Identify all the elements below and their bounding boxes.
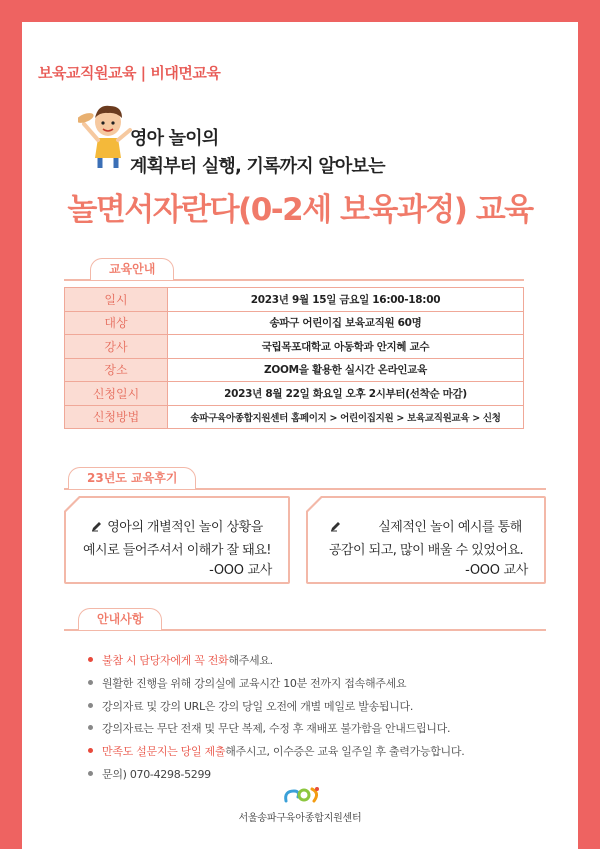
review-line2: 예시로 들어주셔서 이해가 잘 돼요! xyxy=(82,543,272,558)
table-value: 국립목포대학교 아동학과 안지혜 교수 xyxy=(168,335,524,359)
table-value: 송파구 어린이집 보육교직원 60명 xyxy=(168,311,524,335)
table-key: 신청방법 xyxy=(65,405,168,429)
review-line1: 영아의 개별적인 놀이 상황을 xyxy=(107,520,263,535)
table-row xyxy=(65,311,524,335)
list-item: 불참 시 담당자에게 꼭 전화해주세요. xyxy=(88,652,464,675)
table-row xyxy=(65,288,524,312)
table-key: 장소 xyxy=(65,358,168,382)
info-table xyxy=(64,287,524,429)
list-item: 원활한 진행을 위해 강의실에 교육시간 10분 전까지 접속해주세요 xyxy=(88,675,464,698)
review-card xyxy=(64,496,290,584)
table-row xyxy=(65,405,524,429)
review-line2: 공감이 되고, 많이 배울 수 있었어요. xyxy=(328,543,524,558)
info-section-heading: 교육안내 xyxy=(90,258,174,280)
table-key: 강사 xyxy=(65,335,168,359)
list-item: 문의) 070-4298-5299 xyxy=(88,766,464,789)
list-item: 강의자료 및 강의 URL은 강의 당일 오전에 개별 메일로 발송됩니다. xyxy=(88,698,464,721)
review-signature: -OOO 교사 xyxy=(465,563,528,578)
notice-section-header xyxy=(64,608,546,630)
table-key: 대상 xyxy=(65,311,168,335)
list-item: 강의자료는 무단 전재 및 무단 복제, 수정 후 재배포 불가함을 안내드립니다. xyxy=(88,720,464,743)
table-key: 신청일시 xyxy=(65,382,168,406)
review-section-heading: 23년도 교육후기 xyxy=(68,467,196,489)
table-row xyxy=(65,358,524,382)
table-value: 2023년 8월 22일 화요일 오후 2시부터(선착순 마감) xyxy=(168,382,524,406)
table-row xyxy=(65,335,524,359)
subtitle-line2: 계획부터 실행, 기록까지 알아보는 xyxy=(130,156,385,177)
center-logo-icon xyxy=(282,785,322,809)
review-signature: -OOO 교사 xyxy=(209,563,272,578)
organization-name: 서울송파구육아종합지원센터 xyxy=(238,813,362,824)
table-value: ZOOM을 활용한 실시간 온라인교육 xyxy=(168,358,524,382)
table-key: 일시 xyxy=(65,288,168,312)
page-title: 놀면서자란다(0-2세 보육과정) 교육 xyxy=(67,192,533,228)
info-section-header xyxy=(64,258,524,280)
review-line1: 실제적인 놀이 예시를 통해 xyxy=(378,520,522,535)
pencil-icon xyxy=(91,520,103,532)
table-row xyxy=(65,382,524,406)
table-value: 송파구육아종합지원센터 홈페이지 > 어린이집지원 > 보육교직원교육 > 신청 xyxy=(168,405,524,429)
category-label: 보육교직원교육 | 비대면교육 xyxy=(38,64,221,82)
table-value: 2023년 9월 15일 금요일 16:00-18:00 xyxy=(168,288,524,312)
notice-list xyxy=(88,652,464,789)
list-item: 만족도 설문지는 당일 제출해주시고, 이수증은 교육 일주일 후 출력가능합니다. xyxy=(88,743,464,766)
review-card xyxy=(306,496,546,584)
pencil-icon xyxy=(330,520,342,532)
subtitle-line1: 영아 놀이의 xyxy=(130,128,219,149)
notice-section-heading: 안내사항 xyxy=(78,608,162,630)
review-section-header xyxy=(64,467,546,489)
child-illustration-icon xyxy=(78,100,138,170)
